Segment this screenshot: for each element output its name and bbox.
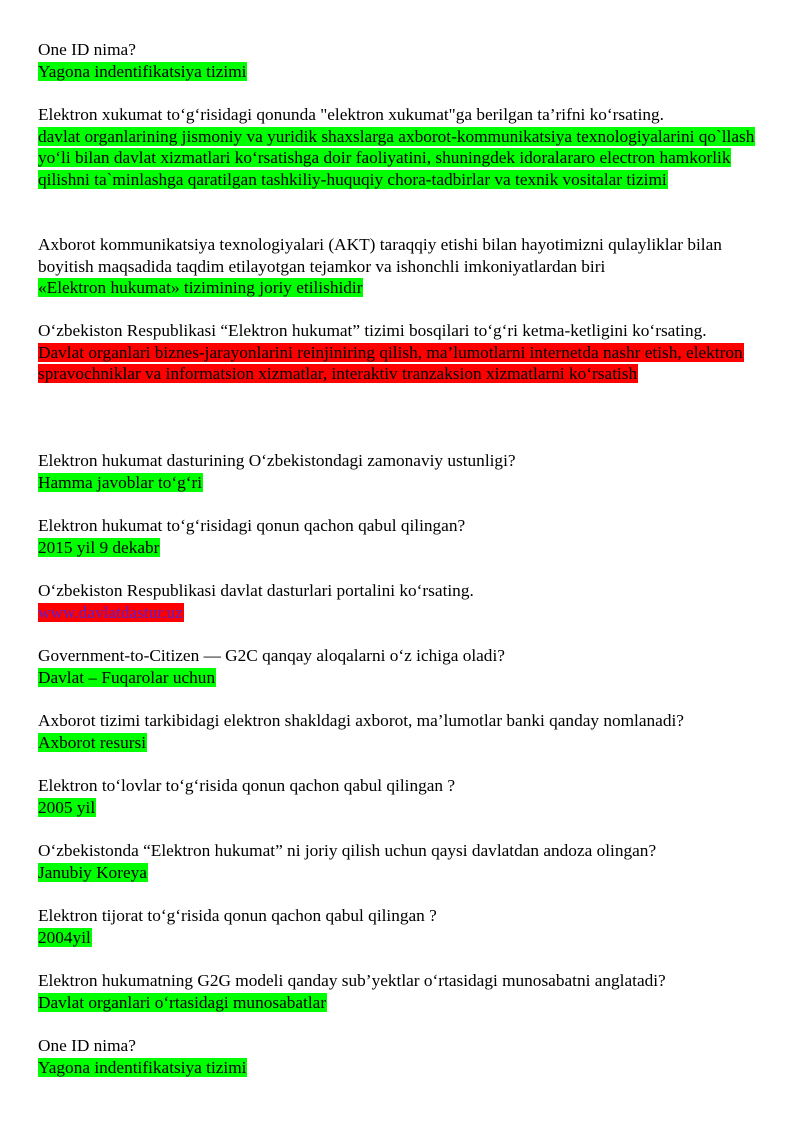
qa-item <box>38 1035 762 1078</box>
question-text: O‘zbekistonda “Elektron hukumat” ni joriy qilish uchun qaysi davlatdan andoza olingan? <box>38 841 657 860</box>
answer-text: Davlat – Fuqarolar uchun <box>38 667 216 687</box>
qa-item <box>38 450 762 493</box>
question-text: Axborot tizimi tarkibidagi elektron shakldagi axborot, ma’lumotlar banki qanday nomlanadi? <box>38 711 684 730</box>
question-text: Elektron hukumat to‘g‘risidagi qonun qachon qabul qilingan? <box>38 516 466 535</box>
qa-item <box>38 840 762 883</box>
answer-text: 2015 yil 9 dekabr <box>38 537 160 557</box>
question-text: Elektron hukumatning G2G modeli qanday sub’yektlar o‘rtasidagi munosabatni anglatadi? <box>38 971 666 990</box>
qa-item <box>38 775 762 818</box>
question-text: Government-to-Citizen — G2C qanqay aloqalarni o‘z ichiga oladi? <box>38 646 505 665</box>
qa-item <box>38 515 762 558</box>
question-text: Elektron to‘lovlar to‘g‘risida qonun qachon qabul qilingan ? <box>38 776 456 795</box>
qa-item <box>38 234 762 299</box>
answer-text: Janubiy Koreya <box>38 862 147 882</box>
answer-text: 2005 yil <box>38 797 96 817</box>
question-text: O‘zbekiston Respublikasi davlat dasturlari portalini ko‘rsating. <box>38 581 474 600</box>
qa-item <box>38 905 762 948</box>
answer-text: Davlat organlari o‘rtasidagi munosabatlar <box>38 992 327 1012</box>
qa-item <box>38 580 762 623</box>
question-text: Elektron xukumat to‘g‘risidagi qonunda "elektron xukumat"ga berilgan ta’rifni ko‘rsating. <box>38 105 664 124</box>
answer-link[interactable]: www.davlatdastur.uz <box>38 602 183 622</box>
question-text: One ID nima? <box>38 1036 136 1055</box>
qa-item <box>38 104 762 190</box>
qa-item <box>38 970 762 1013</box>
answer-text: davlat organlarining jismoniy va yuridik shaxslarga axborot-kommunikatsiya texnologiyalarini qo`llash yo‘li bilan davlat xizmatlari ko‘rsatishga doir faoliyatini, shuningdek idoralararo electron hamkorlik qilishni ta`minlashga qaratilgan tashkiliy-huquqiy chora-tadbirlar va texnik vositalar tizimi <box>38 126 755 189</box>
question-text: Elektron tijorat to‘g‘risida qonun qachon qabul qilingan ? <box>38 906 437 925</box>
qa-item <box>38 320 762 385</box>
answer-text: Davlat organlari biznes-jarayonlarini reinjiniring qilish, ma’lumotlarni internetda nashr etish, elektron spravochniklar va informatsion xizmatlar, interaktiv tranzaksion xizmatlarni ko‘rsatish <box>38 342 743 384</box>
answer-text: Yagona indentifikatsiya tizimi <box>38 61 247 81</box>
answer-text: Hamma javoblar to‘g‘ri <box>38 472 203 492</box>
question-text: Axborot kommunikatsiya texnologiyalari (AKT) taraqqiy etishi bilan hayotimizni qulayliklar bilan boyitish maqsadida taqdim etilayotgan tejamkor va ishonchli imkoniyatlardan biri <box>38 235 722 276</box>
answer-text: Axborot resursi <box>38 732 146 752</box>
qa-item <box>38 710 762 753</box>
qa-item <box>38 39 762 82</box>
answer-text: «Elektron hukumat» tizimining joriy etilishidir <box>38 278 363 298</box>
answer-text: 2004yil <box>38 927 91 947</box>
answer-text: Yagona indentifikatsiya tizimi <box>38 1057 247 1077</box>
question-text: One ID nima? <box>38 40 136 59</box>
question-text: Elektron hukumat dasturining O‘zbekistondagi zamonaviy ustunligi? <box>38 451 516 470</box>
question-text: O‘zbekiston Respublikasi “Elektron hukumat” tizimi bosqilari to‘g‘ri ketma-ketligini ko‘rsating. <box>38 321 707 340</box>
qa-item <box>38 645 762 688</box>
